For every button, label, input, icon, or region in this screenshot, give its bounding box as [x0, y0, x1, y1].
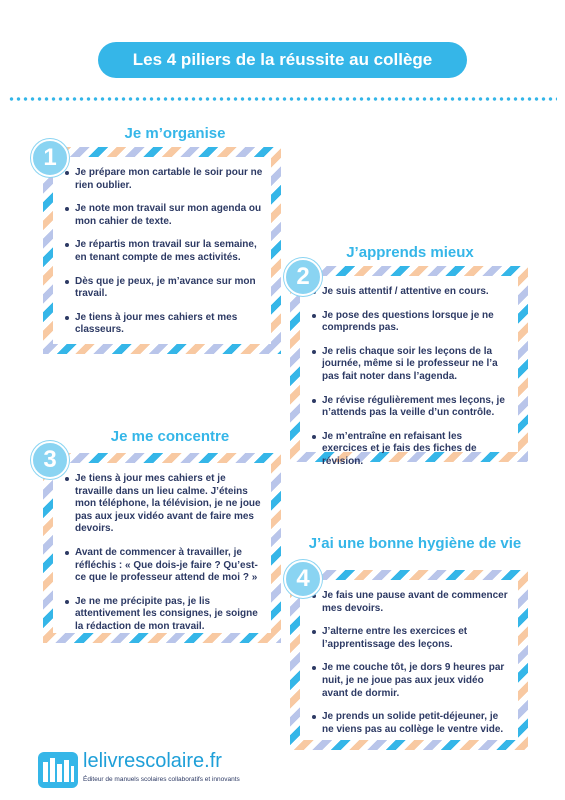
list-item: Je tiens à jour mes cahiers et je travaille dans un lieu calme. J’éteins mon téléphone, la télévision, je ne joue pas aux jeux vidéo avant de faire mes devoirs. [65, 473, 263, 536]
section-4-card [290, 570, 528, 750]
list-item: Je m’entraîne en refaisant les exercices et je fais des fiches de révision. [312, 431, 510, 469]
section-2-title: J’apprends mieux [346, 244, 474, 261]
brand-name: lelivrescolaire.fr [83, 750, 222, 772]
list-item: Je répartis mon travail sur la semaine, en tenant compte de mes activités. [65, 239, 263, 264]
list-item: Je prends un solide petit-déjeuner, je ne viens pas au collège le ventre vide. [312, 711, 510, 736]
brand-tagline: Éditeur de manuels scolaires collaboratifs et innovants [83, 776, 240, 783]
books-logo-icon [38, 752, 78, 788]
section-2-list [312, 286, 510, 469]
list-item: J’alterne entre les exercices et l’apprentissage des leçons. [312, 626, 510, 651]
list-item: Je fais une pause avant de commencer mes devoirs. [312, 590, 510, 615]
list-item: Dès que je peux, je m’avance sur mon travail. [65, 276, 263, 301]
section-1-title: Je m’organise [124, 125, 226, 142]
list-item: Je tiens à jour mes cahiers et mes classeurs. [65, 312, 263, 337]
section-3-number-badge: 3 [31, 441, 69, 479]
section-4-number-badge: 4 [284, 560, 322, 598]
section-3-list [65, 473, 263, 634]
dotted-divider [8, 97, 557, 101]
list-item: Je prépare mon cartable le soir pour ne rien oublier. [65, 167, 263, 192]
section-3-card [43, 453, 281, 643]
section-4-list [312, 590, 510, 736]
list-item: Je relis chaque soir les leçons de la journée, même si le professeur ne l’a pas fait noter dans l’agenda. [312, 346, 510, 384]
list-item: Je note mon travail sur mon agenda ou mon cahier de texte. [65, 203, 263, 228]
page-title: Les 4 piliers de la réussite au collège [98, 42, 467, 78]
list-item: Je suis attentif / attentive en cours. [312, 286, 510, 299]
section-4-title: J’ai une bonne hygiène de vie [308, 535, 522, 552]
section-1-card [43, 147, 281, 354]
section-3-title: Je me concentre [110, 428, 230, 445]
list-item: Je pose des questions lorsque je ne comprends pas. [312, 310, 510, 335]
list-item: Je révise régulièrement mes leçons, je n’attends pas la veille d’un contrôle. [312, 395, 510, 420]
section-2-number-badge: 2 [284, 258, 322, 296]
section-1-number-badge: 1 [31, 139, 69, 177]
section-2-card [290, 266, 528, 467]
section-1-list [65, 167, 263, 337]
list-item: Avant de commencer à travailler, je réfléchis : « Que dois-je faire ? Qu’est-ce que le professeur attend de moi ? » [65, 547, 263, 585]
footer [38, 750, 278, 790]
list-item: Je ne me précipite pas, je lis attentivement les consignes, je soigne la rédaction de mon travail. [65, 596, 263, 634]
list-item: Je me couche tôt, je dors 9 heures par nuit, je ne joue pas aux jeux vidéo avant de dormir. [312, 662, 510, 700]
